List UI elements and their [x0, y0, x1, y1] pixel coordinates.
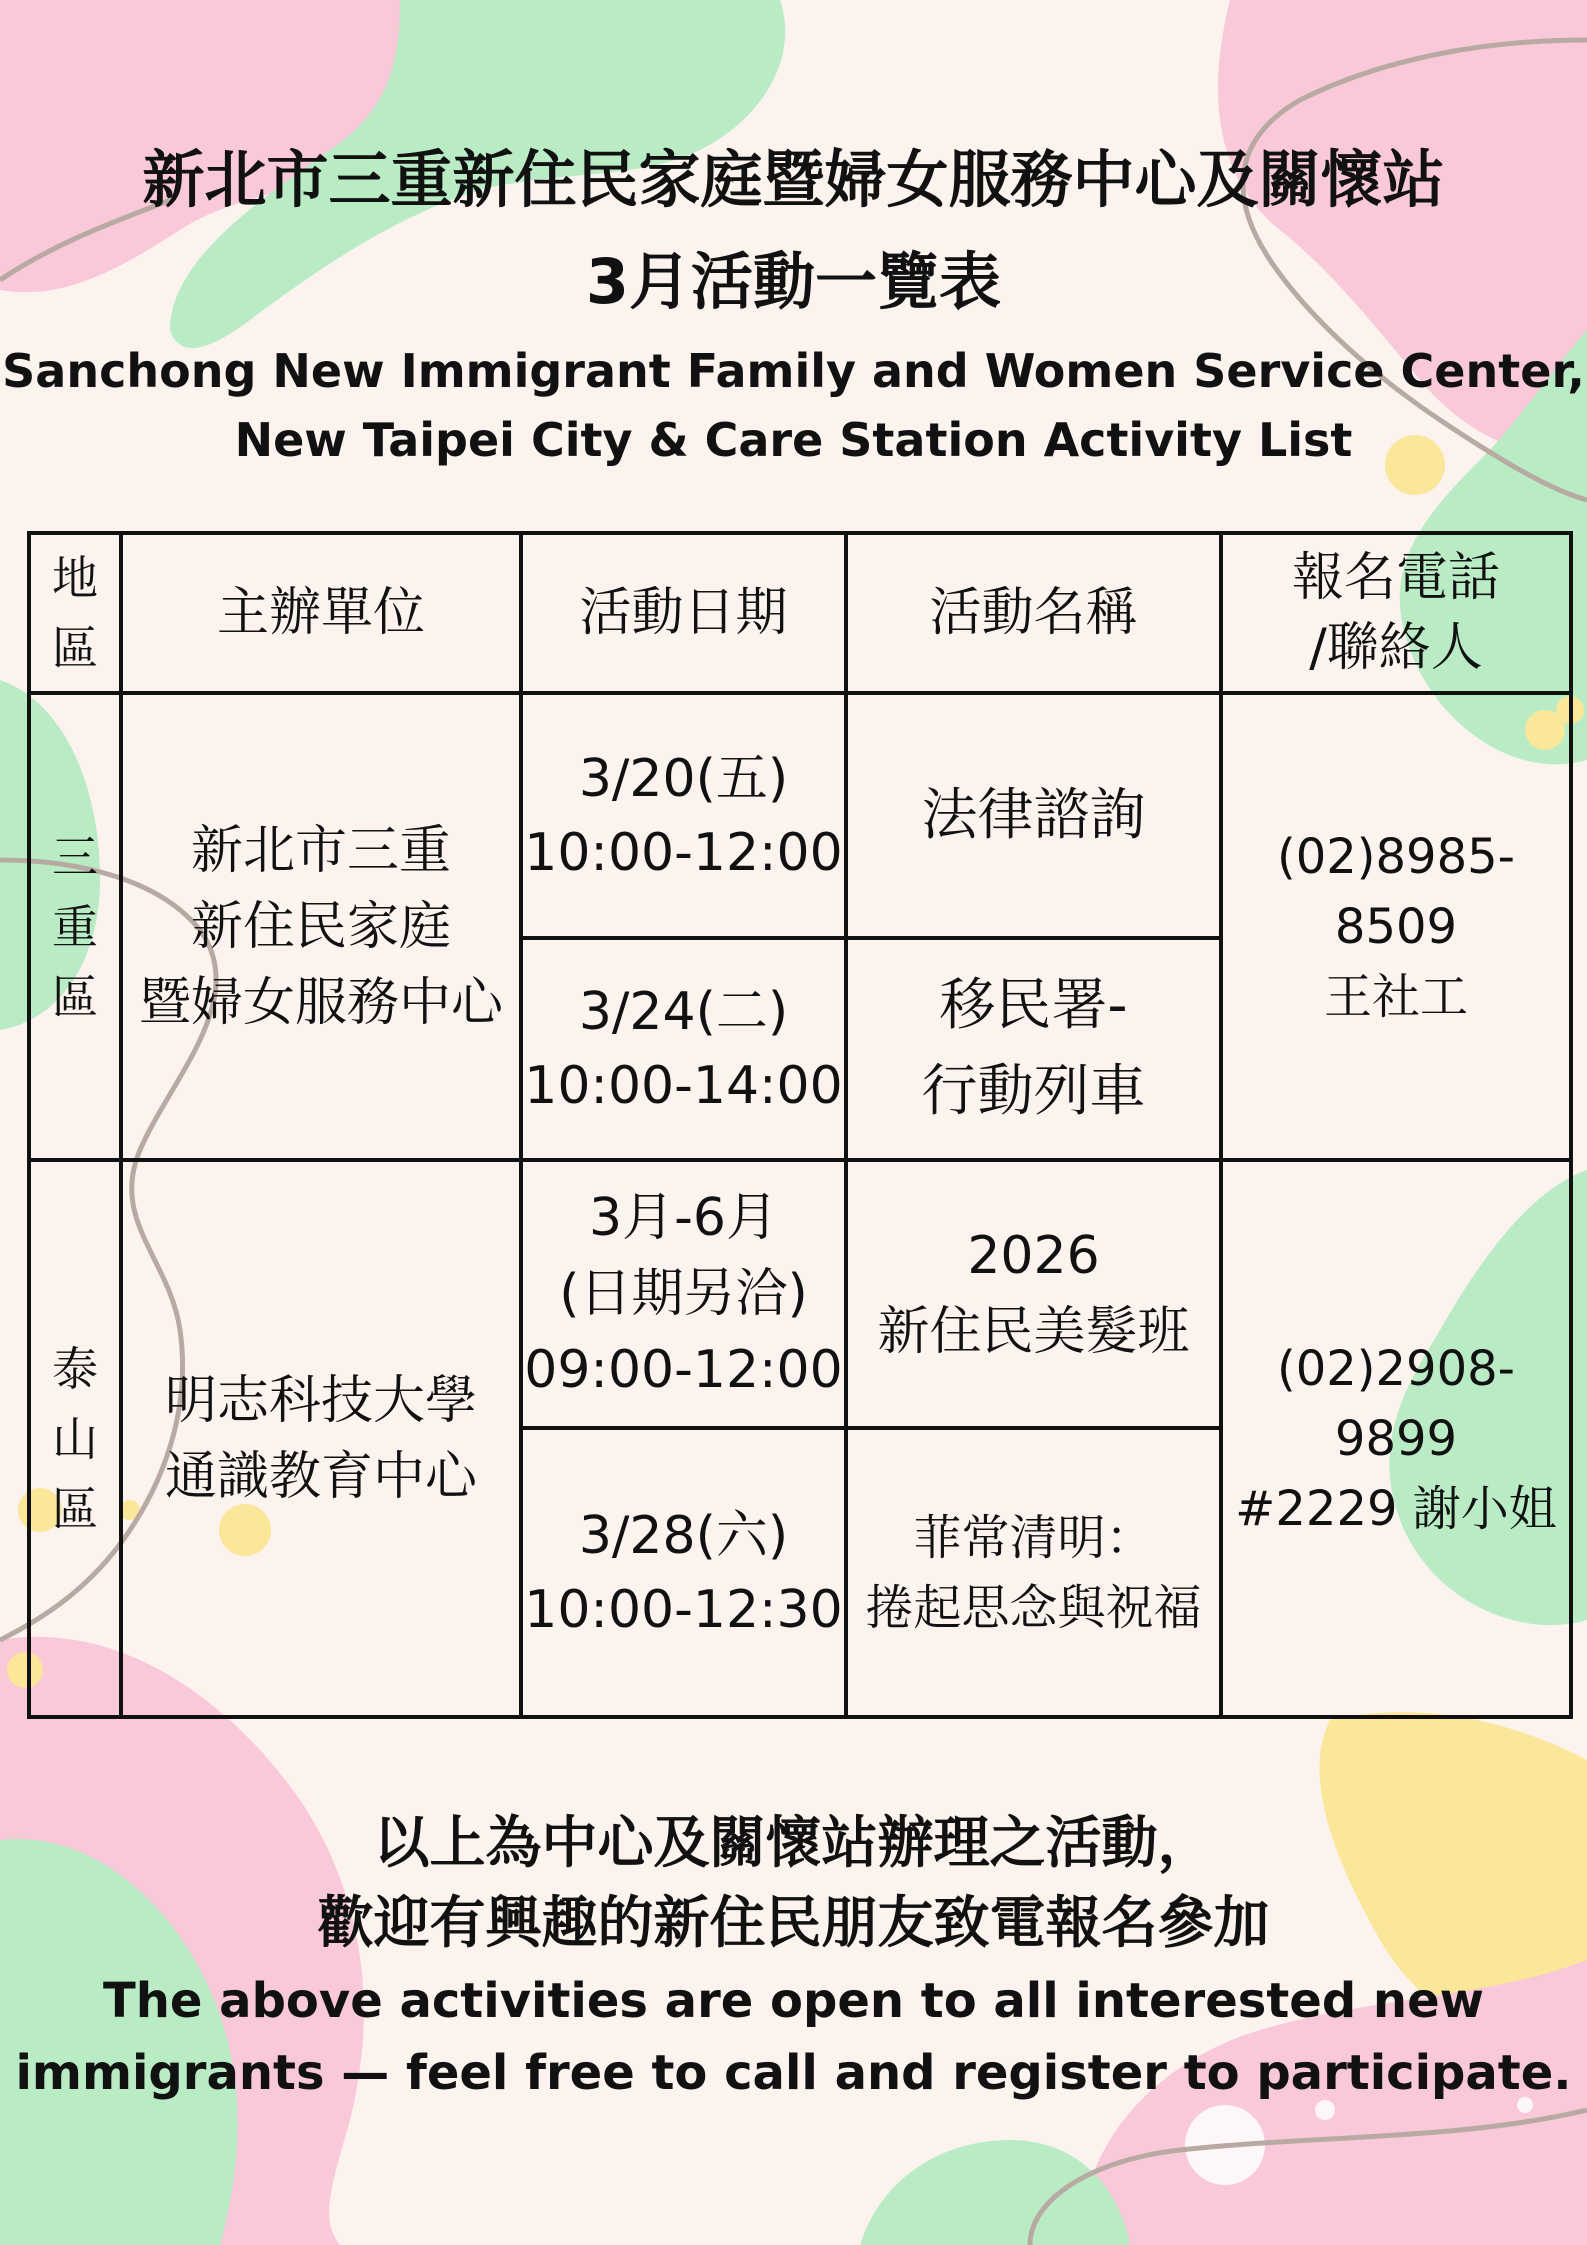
organizer-cell: 新北市三重 新住民家庭 暨婦女服務中心 — [121, 693, 521, 1160]
organizer-cell: 明志科技大學 通識教育中心 — [121, 1160, 521, 1717]
activity-cell: 2026 新住民美髮班 — [846, 1160, 1221, 1428]
table-row — [29, 693, 1571, 938]
activity-cell: 菲常清明： 捲起思念與祝福 — [846, 1428, 1221, 1717]
activity-table — [27, 531, 1573, 1719]
date-cell: 3/24(二) 10:00-14:00 — [521, 938, 846, 1160]
english-title-line2: New Taipei City & Care Station Activity List — [234, 413, 1353, 467]
header-district: 地 區 — [29, 533, 121, 693]
header-contact: 報名電話 /聯絡人 — [1221, 533, 1571, 693]
english-title-line1: Sanchong New Immigrant Family and Women Service Center, — [2, 344, 1585, 398]
activity-cell: 法律諮詢 — [846, 693, 1221, 938]
header-organizer: 主辦單位 — [121, 533, 521, 693]
district-cell: 三 重 區 — [29, 693, 121, 1160]
table-row — [29, 1160, 1571, 1428]
contact-cell: (02)8985-8509 王社工 — [1221, 693, 1571, 1160]
green-blob-bottom-right — [860, 2140, 1130, 2245]
header-activity: 活動名稱 — [846, 533, 1221, 693]
date-cell: 3/28(六) 10:00-12:30 — [521, 1428, 846, 1717]
footer-english-line2: immigrants — feel free to call and register to participate. — [15, 2045, 1572, 2101]
page-subtitle: 3月活動一覽表 — [585, 245, 1002, 318]
table-header-row — [29, 533, 1571, 693]
contact-cell: (02)2908-9899 #2229 謝小姐 — [1221, 1160, 1571, 1717]
date-cell: 3/20(五) 10:00-12:00 — [521, 693, 846, 938]
footer-note-line1: 以上為中心及關懷站辦理之活動， — [373, 1811, 1214, 1876]
date-cell: 3月-6月 (日期另洽) 09:00-12:00 — [521, 1160, 846, 1428]
footer-english-line1: The above activities are open to all interested new — [103, 1973, 1484, 2029]
district-cell: 泰 山 區 — [29, 1160, 121, 1717]
page-title: 新北市三重新住民家庭暨婦女服務中心及關懷站 — [142, 143, 1445, 216]
activity-cell: 移民署- 行動列車 — [846, 938, 1221, 1160]
footer-note-line2: 歡迎有興趣的新住民朋友致電報名參加 — [317, 1891, 1270, 1956]
header-date: 活動日期 — [521, 533, 846, 693]
